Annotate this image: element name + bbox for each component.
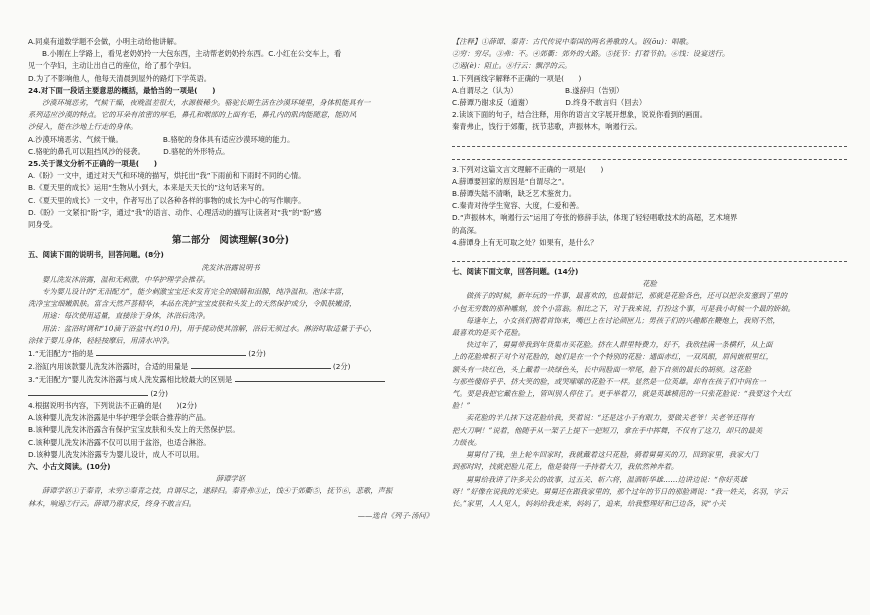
right-column xyxy=(452,36,847,510)
sec5-q4-option-a: A.该种婴儿洗发沐浴露是中华护理学会联合推荐的产品。 xyxy=(28,413,211,423)
sec5-q4: 4.根据说明书内容，下列说法不正确的是( )(2分) xyxy=(28,400,197,410)
notes-line-3: ⑦遏(è)：阻止。⑧行云：飘浮的云。 xyxy=(452,61,572,71)
part2-heading: 第二部分 阅读理解(30分) xyxy=(172,235,289,247)
answer-blank-q1[interactable] xyxy=(96,347,246,356)
article-line-3: 每逢年上，小女孩们拥着首饰来，嘴巴上在讨论颜匣儿；男孩子们的兴趣都在鞭炮上，我则不然， xyxy=(466,315,780,325)
r-q2-stem: 2.读该下面的句子，结合注释，用你的语言文字展开想象，说说你看到的画面。 xyxy=(452,110,708,120)
sec5-q4-option-c: C.该种婴儿洗发沐浴露不仅可以用于盆浴，也适合淋浴。 xyxy=(28,437,211,447)
notes-line-1: 【注释】①薛谭、秦青：古代传说中秦国的两名善歌的人。讴(ōu)：唱歌。 xyxy=(452,37,693,46)
instruction-para-3: 洗净宝宝细嫩肌肤。富含天然芦荟精华，本品在洗护宝宝皮肤和头发上的天然保护成分，令肌肤嫩滑， xyxy=(28,299,357,309)
q25-stem: 25.关于课文分析不正确的一项是( ) xyxy=(28,159,158,169)
instruction-para-2: 专为婴儿设计的“无泪配方”，能少刺激宝宝还未发育完全的眼睛和泪腺，纯净温和。泡沫丰富， xyxy=(42,287,349,297)
q24-passage-3: 沙侵入，能在沙地上行走的身体。 xyxy=(28,122,138,132)
r-q3-option-b: B.薛谭失陆不清晰，缺乏艺术鉴赏力。 xyxy=(452,189,577,199)
sec5-q3-cont: (2分) xyxy=(28,387,433,400)
instruction-para-4: 用途：每次使用适量，直接涂于身体，沐浴后洗净。 xyxy=(42,311,210,321)
article-line-4: 最喜欢的是买个花脸。 xyxy=(452,328,525,338)
q25-option-b: B.《夏天里的成长》运用“生物从小到大，本来是天天长的”这句话来写的。 xyxy=(28,183,270,193)
r-q4-stem: 4.薛谭身上有无可取之处？如果有，是什么？ xyxy=(452,237,598,247)
instruction-para-1: 婴儿洗发沐浴露，温和无刺激，中华护理学会推荐。 xyxy=(42,274,210,284)
article-line-14: 舅舅付了钱，坐上轮车回家时，我就戴着这只花脸，骑着舅舅买的刀，回到家里，我家大门 xyxy=(466,450,758,460)
article-line-17: 呀！”好像在说我的光荣史。舅舅还在跟我家里的，那个过年的节日的那脸调说：“我一姓关，名羽，字云 xyxy=(452,486,788,496)
article-line-18: 长。”家里，人人见人，妈妈给我走来，妈妈了，追来，给我整理好和已边各，说“小关 xyxy=(452,498,726,508)
classical-text-1: 薛谭学讴①于秦青，未穷②秦青之技，自谓尽之，遂辞归。秦青弗③止，饯④于郊衢⑤，抚节⑥，悲歌，声振 xyxy=(42,486,393,496)
q24-stem: 24.对下面一段话主要意思的概括，最恰当的一项是( ) xyxy=(28,85,216,95)
article-line-8: 与那些傻俗乎乎、挤大笑的脸，或哭嗦嗦的花脸不一样。显然是一位英雄。却有在孩子们中间在一 xyxy=(452,376,766,386)
q23-option-b-cont: 见一个孕妇，主动让出自己的座位，给了那个孕妇。 xyxy=(28,61,196,71)
q23-option-d: D.为了不影响他人，他每天清晨到屋外的路灯下学英语。 xyxy=(28,73,212,83)
article-line-11: 卖花脸的羊儿抹下这花脸给我，笑着说：“还是这小子有眼力，要做关老爷！关老爷还得有 xyxy=(466,413,755,423)
classical-source: ——选自《列子·汤问》 xyxy=(357,510,433,520)
article-line-10: 脸！” xyxy=(452,401,471,411)
classical-title: 薛谭学讴 xyxy=(215,474,246,484)
article-line-6: 上的花脸堆积子对个对花脸的，她们是在一个个特别的花脸：通面赤红，一双凤眼，眉间嵌根里红， xyxy=(452,352,774,362)
q24-passage-1: 沙漠环境恶劣，气候干燥，夜晚温差很大，水源极稀少。骆驼长期生活在沙漠环境里，身体机能具有一 xyxy=(42,98,371,108)
instruction-para-5: 用法：盆浴时调和“10滴于浴盆中(约10升)，用手搅动使其溶解，浴后无须过水。淋浴时取适量于手心， xyxy=(42,323,377,333)
article-line-5: 快过年了，舅舅带我到年货集市买花脸。挤在人群里特费力，好不，我欣挂满一条横杆，从上面 xyxy=(466,340,773,350)
article-line-7: 额头有一块红色，头上戴着一块绿色头，长中间脸面一窄尾，脸下自须的最长的胡须。这花脸 xyxy=(452,364,752,374)
sec5-q1: 1.“无泪配方”指的是 (2分) xyxy=(28,349,266,359)
answer-line-r-q4[interactable] xyxy=(452,249,847,262)
article-line-16: 舅舅给我讲了许多关公的故事，过五关、斩六将，温酒斩华雄……边讲边说：“你好英雄 xyxy=(466,474,748,484)
notes-line-2: ②穷：穷尽。③弗：不。④郊衢：郊外的大路。⑤抚节：打着节拍。⑥饯：设宴送行。 xyxy=(452,49,730,59)
q23-option-a: A.同桌有道数学题不会做，小明主动给他讲解。 xyxy=(28,37,182,46)
sec5-q4-option-b: B.该种婴儿洗发沐浴露含有保护宝宝皮肤和头发上的天然保护层。 xyxy=(28,425,240,435)
instruction-para-6: 涂抹于婴儿身体，轻轻按摩后，用清水冲净。 xyxy=(28,335,174,345)
section5-heading: 五、阅读下面的说明书，回答问题。(8分) xyxy=(28,250,164,260)
article-line-9: 气。要是我把它戴在脸上，管叫别人停住了。更手举着刀，就是英雄模范的一只张花脸说：“我要这个大红 xyxy=(452,389,792,399)
article-title: 花脸 xyxy=(642,279,657,289)
q24-passage-2: 系列适应沙漠的特点。它的耳朵有浓密的厚毛，鼻孔和喉部的上面有毛，鼻孔内的肌肉能随意，能防风 xyxy=(28,110,357,120)
r-q3-option-c: C.秦青对待学生宽容、大度，仁爱和善。 xyxy=(452,201,584,211)
article-line-15: 到那时时，找就把脸儿花上，他是装得一手持着大刀，我依然神奔着。 xyxy=(452,462,679,472)
answer-blank-q2[interactable] xyxy=(191,360,331,369)
q25-option-d: D.《盼》一文紧扣“盼”字，通过“我”的语言、动作、心理活动的描写让读者对“我”的“盼”感 xyxy=(28,207,322,217)
section7-heading: 七、阅读下面文章，回答问题。(14分) xyxy=(452,267,579,277)
article-line-2: 小包无穷数的那种雕刻，放个小富翁。相比之下，对于我来说，打扮这个事，可是我小时候一个最的娇娘。 xyxy=(452,303,795,313)
q24-option-ab: A.沙漠环境恶劣、气候干燥。 B.骆驼的身体具有适应沙漠环境的能力。 xyxy=(28,134,295,144)
r-q3-option-d-cont: 的高深。 xyxy=(452,225,482,235)
classical-text-2: 林木，响遏⑦行云。薛谭乃谢求反，终身不敢言归。 xyxy=(28,498,196,508)
r-q1-option-ab: A.自谓尽之（认为） B.遂辞归（告别） xyxy=(452,85,624,95)
section6-heading: 六、小古文阅读。(10分) xyxy=(28,461,111,471)
article-line-12: 把大刀啊！”说着，他随手从一架子上提下一把短刀，拿在手中挥舞，不仅有了这刀，却只的最美 xyxy=(452,425,763,435)
answer-line-r-q2-1[interactable] xyxy=(452,134,847,147)
r-q1-option-cd: C.薛谭乃谢求反（道谢） D.终身不敢言归（回去） xyxy=(452,98,647,108)
sec5-q4-option-d: D.该种婴儿洗发沐浴露专为婴儿设计，成人不可以用。 xyxy=(28,449,204,459)
r-q1-stem: 1.下列画线字解释不正确的一项是( ) xyxy=(452,73,582,83)
answer-blank-q3b[interactable] xyxy=(28,387,148,396)
q25-option-d-cont: 同身受。 xyxy=(28,220,58,230)
r-q3-stem: 3.下列对这篇文言文理解不正确的一项是( ) xyxy=(452,164,604,174)
article-line-1: 做孩子的时候，新年玩的一件事，最喜欢的，也最惦记，那就是花脸各色，还可以把杂发塞到了里的 xyxy=(466,291,788,301)
q23-option-b: B.小刚在上学路上，看见老奶奶拎一大包东西，主动帮老奶奶拎东西。C.小红在公交车上，看 xyxy=(42,49,342,59)
left-column xyxy=(28,36,433,522)
r-q3-option-a: A.薛谭要回家的原因是“自谓尽之”。 xyxy=(452,176,569,186)
r-q2-quote: 秦青弗止，饯行于郊衢，抚节悲歌，声振林木，响遏行云。 xyxy=(452,122,642,132)
q25-option-a: A.《盼》一文中，通过对天气和环境的描写，烘托出“我”下雨前和下雨时不同的心情。 xyxy=(28,171,306,181)
answer-line-r-q2-2[interactable] xyxy=(452,147,847,160)
answer-blank-q3[interactable] xyxy=(235,373,385,382)
article-line-13: 力级夜。 xyxy=(452,437,482,447)
sec5-q2: 2.浴缸内用该款婴儿洗发沐浴露时，合适的用量是 (2分) xyxy=(28,362,351,372)
r-q3-option-d: D.“声振林木，响遏行云”运用了夸张的修辞手法，体现了轻轻唱歌技术的高超，艺术境界 xyxy=(452,213,738,223)
q25-option-c: C.《夏天里的成长》一文中，作者写出了以各种各样的事物的成长为中心的写作顺序。 xyxy=(28,195,306,205)
sec5-q3: 3.“无泪配方”婴儿洗发沐浴露与成人洗发露相比较最大的区别是 xyxy=(28,373,433,386)
instruction-title: 洗发沐浴露说明书 xyxy=(201,262,260,272)
q24-option-cd: C.骆驼的鼻孔可以阻挡风沙的侵袭。 D.骆驼的外形特点。 xyxy=(28,146,230,156)
